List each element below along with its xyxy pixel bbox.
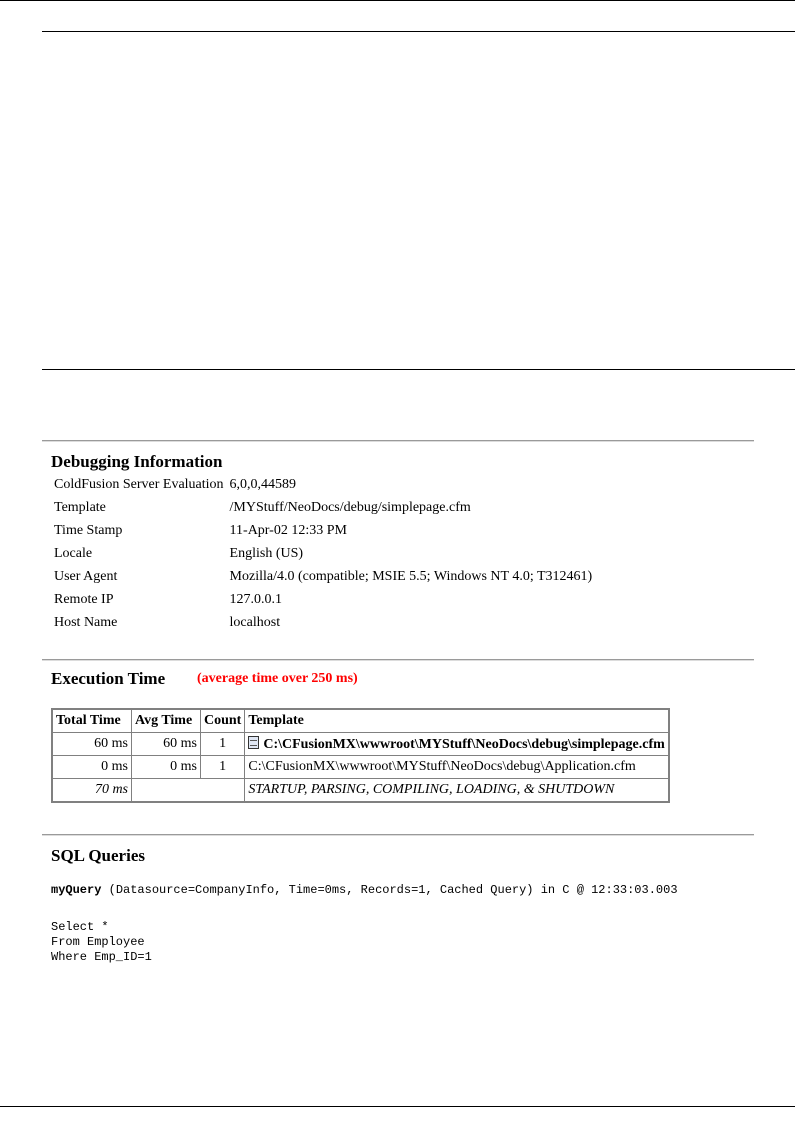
file-icon [248, 736, 259, 749]
sql-statement-line: From Employee [51, 935, 145, 949]
sql-query-line [51, 883, 678, 898]
sql-statement-line: Select * [51, 920, 109, 934]
execution-section-rule [42, 659, 754, 661]
header-total-time: Total Time [52, 709, 132, 733]
frame-rule-bottom [42, 369, 795, 370]
cell-template [245, 733, 669, 756]
top-rule [0, 0, 795, 1]
sql-section-rule [42, 834, 754, 836]
frame-rule-top [42, 31, 795, 32]
query-meta: (Datasource=CompanyInfo, Time=0ms, Records=1, Cached Query) in C @ 12:33:03.003 [101, 883, 678, 897]
info-key: Template [54, 499, 106, 515]
table-row [52, 756, 669, 779]
header-template: Template [245, 709, 669, 733]
info-key: Host Name [54, 614, 118, 630]
template-path: C:\CFusionMX\wwwroot\MYStuff\NeoDocs\debug\simplepage.cfm [263, 736, 665, 752]
execution-note: (average time over 250 ms) [197, 671, 358, 686]
header-count: Count [201, 709, 245, 733]
info-value: 11-Apr-02 12:33 PM [229, 522, 347, 538]
info-value: English (US) [229, 545, 304, 561]
cell-total-time: 0 ms [52, 756, 132, 779]
cell-avg-time: 0 ms [132, 756, 201, 779]
header-avg-time: Avg Time [132, 709, 201, 733]
info-row [51, 519, 595, 542]
cell-template: C:\CFusionMX\wwwroot\MYStuff\NeoDocs\debug\Application.cfm [245, 756, 669, 779]
cell-count: 1 [201, 756, 245, 779]
info-key: ColdFusion Server Evaluation [54, 476, 224, 492]
info-key: Remote IP [54, 591, 114, 607]
debugging-title: Debugging Information [51, 452, 223, 471]
info-row [51, 565, 595, 588]
cell-avg-time: 60 ms [132, 733, 201, 756]
cell-total-time: 70 ms [52, 779, 132, 803]
footer-rule [0, 1106, 795, 1107]
info-row [51, 473, 595, 496]
sql-statement-line: Where Emp_ID=1 [51, 950, 152, 964]
execution-header-row [52, 709, 669, 733]
debugging-section-rule [42, 440, 754, 442]
info-key: Time Stamp [54, 522, 123, 538]
info-value: /MYStuff/NeoDocs/debug/simplepage.cfm [229, 499, 471, 515]
cell-empty [132, 779, 245, 803]
cell-count: 1 [201, 733, 245, 756]
summary-row [52, 779, 669, 803]
execution-title: Execution Time [51, 669, 166, 688]
sql-title: SQL Queries [51, 846, 145, 865]
info-value: localhost [229, 614, 281, 630]
info-key: Locale [54, 545, 93, 561]
info-value: 6,0,0,44589 [229, 476, 297, 492]
query-name: myQuery [51, 883, 102, 897]
info-row [51, 496, 595, 519]
cell-total-time: 60 ms [52, 733, 132, 756]
info-row [51, 588, 595, 611]
info-value: 127.0.0.1 [229, 591, 283, 607]
debugging-table [51, 473, 595, 634]
info-key: User Agent [54, 568, 118, 584]
execution-table [51, 708, 670, 803]
table-row [52, 733, 669, 756]
info-row [51, 542, 595, 565]
info-row [51, 611, 595, 634]
info-value: Mozilla/4.0 (compatible; MSIE 5.5; Windows NT 4.0; T312461) [229, 568, 593, 584]
cell-template: STARTUP, PARSING, COMPILING, LOADING, & SHUTDOWN [245, 779, 669, 803]
